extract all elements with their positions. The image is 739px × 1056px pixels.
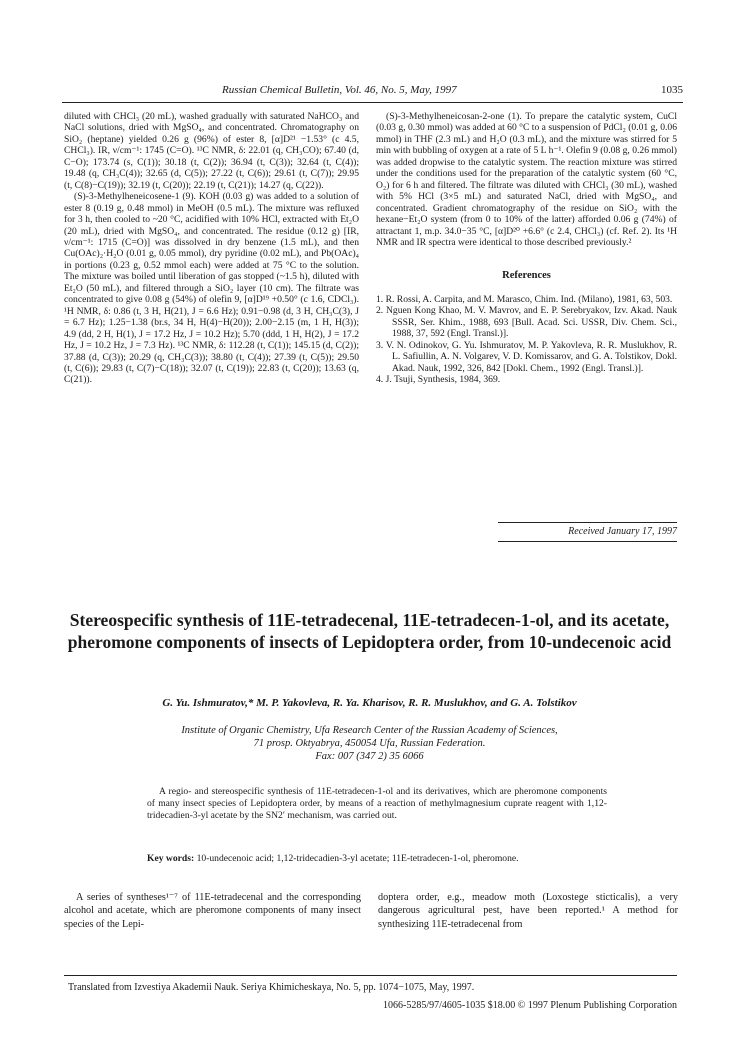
abstract bbox=[147, 786, 607, 821]
reference-item: 3. V. N. Odinokov, G. Yu. Ishmuratov, M. P. Yakovleva, R. R. Muslukhov, R. L. Safiullin, A. N. Volgarev, V. D. Komissarov, and G. A. Tolstikov, Dokl. Akad. Nauk, 1992, 326, 842 [Dokl. Chem., 1992 (Engl. Transl.)]. bbox=[376, 339, 677, 374]
copyright-line: 1066-5285/97/4605-1035 $18.00 © 1997 Plenum Publishing Corporation bbox=[383, 1000, 677, 1011]
article-title: Stereospecific synthesis of 11E-tetradecenal, 11E-tetradecen-1-ol, and its acetate, pheromone components of insects of Lepidoptera order, from 10-undecenoic acid bbox=[67, 610, 672, 652]
article-authors: G. Yu. Ishmuratov,* M. P. Yakovleva, R. Ya. Kharisov, R. R. Muslukhov, and G. A. Tolstikov bbox=[162, 697, 577, 709]
intro-text: doptera order, e.g., meadow moth (Loxostege sticticalis), a very dangerous agricultural pest, have been reported.¹ A method for synthesizing 11E-tetradecenal from bbox=[378, 892, 678, 930]
journal-citation: Russian Chemical Bulletin, Vol. 46, No. 5, May, 1997 bbox=[222, 84, 457, 96]
received-date: Received January 17, 1997 bbox=[568, 526, 677, 537]
keywords bbox=[147, 853, 607, 865]
running-header bbox=[62, 84, 683, 100]
experimental-paragraph: diluted with CHCl₃ (20 mL), washed gradually with saturated NaHCO₃ and NaCl solutions, dried with MgSO₄, and concentrated. Chromatography on SiO₂ (heptane) yielded 0.26 g (96%) of ester 8, [α]D²¹ −1.53° (c 4.5, CHCl₃). IR, ν/cm⁻¹: 1745 (C=O). ¹³C NMR, δ: 22.01 (q, CH₃CO); 67.40 (d, C−O); 173.74 (s, C(1)); 30.18 (t, C(2)); 36.94 (t, C(3)); 32.64 (t, C(4)); 19.48 (q, CH₃C(4)); 32.65 (d, C(5)); 27.22 (t, C(6)); 29.61 (t, C(7)); 29.95 (t, C(8)−C(19)); 32.19 (t, C(20)); 22.19 (t, C(21)); 14.27 (q, C(22)). bbox=[64, 111, 359, 191]
affiliation-fax: Fax: 007 (347 2) 35 6066 bbox=[315, 751, 424, 762]
references-heading: References bbox=[502, 270, 551, 282]
left-column bbox=[64, 111, 359, 386]
received-top-rule bbox=[498, 522, 677, 523]
intro-right-column bbox=[378, 891, 678, 931]
translation-note: Translated from Izvestiya Akademii Nauk. Seriya Khimicheskaya, No. 5, pp. 1074−1075, May, 1997. bbox=[68, 982, 475, 993]
intro-left-column bbox=[64, 891, 361, 931]
reference-item: 1. R. Rossi, A. Carpita, and M. Marasco, Chim. Ind. (Milano), 1981, 63, 503. bbox=[376, 293, 673, 305]
received-bottom-rule bbox=[498, 541, 677, 542]
reference-item: 2. Nguen Kong Khao, M. V. Mavrov, and E. P. Serebryakov, Izv. Akad. Nauk SSSR, Ser. Khim., 1988, 693 [Bull. Acad. Sci. USSR, Div. Chem. Sci., 1988, 37, 592 (Engl. Transl.)]. bbox=[376, 305, 677, 340]
right-column bbox=[376, 111, 677, 386]
footer-rule bbox=[64, 975, 677, 976]
header-rule bbox=[62, 102, 683, 103]
abstract-text: A regio- and stereospecific synthesis of 11E-tetradecen-1-ol and its derivatives, which are pheromone components of many insect species of Lepidoptera order, by means of a reaction of methylmagnesium cuprate reagent with 1,12-tridecadien-3-yl acetate by the SN2′ mechanism, was carried out. bbox=[147, 786, 607, 821]
keywords-label: Key words: bbox=[147, 853, 195, 864]
page-number: 1035 bbox=[661, 84, 683, 96]
experimental-paragraph: (S)-3-Methylheneicosan-2-one (1). To prepare the catalytic system, CuCl (0.03 g, 0.30 mmol) was added at 60 °C to a suspension of PdCl₂ (0.01 g, 0.06 mmol) in THF (2.3 mL) and H₂O (0.3 mL), and the mixture was stirred for 5 min with bubbling of oxygen at a rate of 5 L h⁻¹. Olefin 9 (0.08 g, 0.26 mmol) was added dropwise to the catalytic system. The reaction mixture was stirred under the conditions used for the preparation of the catalytic system (60 °C, O₂) for 6 h and filtered. The filtrate was diluted with CHCl₃ (30 mL), washed with 5% HCl (3×5 mL) and saturated NaCl, dried with MgSO₄, and concentrated. Gradient chromatography of the residue on SiO₂ with the hexane−Et₂O system (from 0 to 10% of the latter) afforded 0.06 g (74%) of attractant 1, m.p. 34.0−35 °C, [α]D²⁰ +6.6° (c 2.4, CHCl₃) (cf. Ref. 2). Its ¹H NMR and IR spectra were identical to those described previously.² bbox=[376, 111, 677, 248]
affiliation bbox=[100, 724, 639, 763]
keywords-text: 10-undecenoic acid; 1,12-tridecadien-3-yl acetate; 11E-tetradecen-1-ol, pheromone. bbox=[196, 853, 519, 864]
experimental-paragraph: (S)-3-Methylheneicosene-1 (9). KOH (0.03 g) was added to a solution of ester 8 (0.19 g, 0.48 mmol) in MeOH (0.5 mL). The mixture was refluxed for 3 h, then cooled to ~20 °C, acidified with 10% HCl, extracted with Et₂O (20 mL), dried with MgSO₄, and concentrated. The residue (0.12 g) [IR, ν/cm⁻¹: 1715 (C=O)] was dissolved in dry benzene (1.5 mL), and then Cu(OAc)₂·H₂O (0.01 g, 0.05 mmol), dry pyridine (0.02 mL), and Pb(OAc)₄ in portions (0.23 g, 0.52 mmol each) were added at 75 °C to the solution. The mixture was boiled until liberation of gas stopped (~1.5 h), diluted with Et₂O (50 mL), and filtered through a SiO₂ layer (10 cm). The filtrate was concentrated to give 0.08 g (54%) of olefin 9, [α]D¹⁹ +0.50° (c 1.6, CDCl₃). ¹H NMR, δ: 0.86 (t, 3 H, H(21), J = 6.6 Hz); 0.91−0.98 (d, 3 H, CH₃C(3), J = 6.7 Hz); 1.25−1.38 (br.s, 34 H, H(4)−H(20)); 2.00−2.15 (m, 1 H, H(3)); 4.9 (dd, 2 H, H(1), J = 17.2 Hz, J = 10.2 Hz); 5.70 (ddd, 1 H, H(2), J = 17.2 Hz, J = 10.2 Hz, J = 7.3 Hz). ¹³C NMR, δ: 112.28 (t, C(1)); 145.15 (d, C(2)); 37.88 (d, C(3)); 20.29 (q, CH₃C(3)); 38.80 (t, C(4)); 27.39 (t, C(5)); 29.50 (t, C(6)); 29.83 (t, C(7)−C(18)); 32.07 (t, C(19)); 22.83 (t, C(20)); 13.63 (q, C(21)). bbox=[64, 191, 359, 386]
affiliation-address: 71 prosp. Oktyabrya, 450054 Ufa, Russian Federation. bbox=[253, 738, 486, 749]
reference-list bbox=[376, 294, 677, 386]
affiliation-institute: Institute of Organic Chemistry, Ufa Research Center of the Russian Academy of Sciences, bbox=[181, 725, 558, 736]
reference-item: 4. J. Tsuji, Synthesis, 1984, 369. bbox=[376, 374, 501, 386]
intro-text: A series of syntheses¹⁻⁷ of 11E-tetradecenal and the corresponding alcohol and acetate, which are pheromone components of many insect species of the Lepi- bbox=[64, 892, 361, 930]
